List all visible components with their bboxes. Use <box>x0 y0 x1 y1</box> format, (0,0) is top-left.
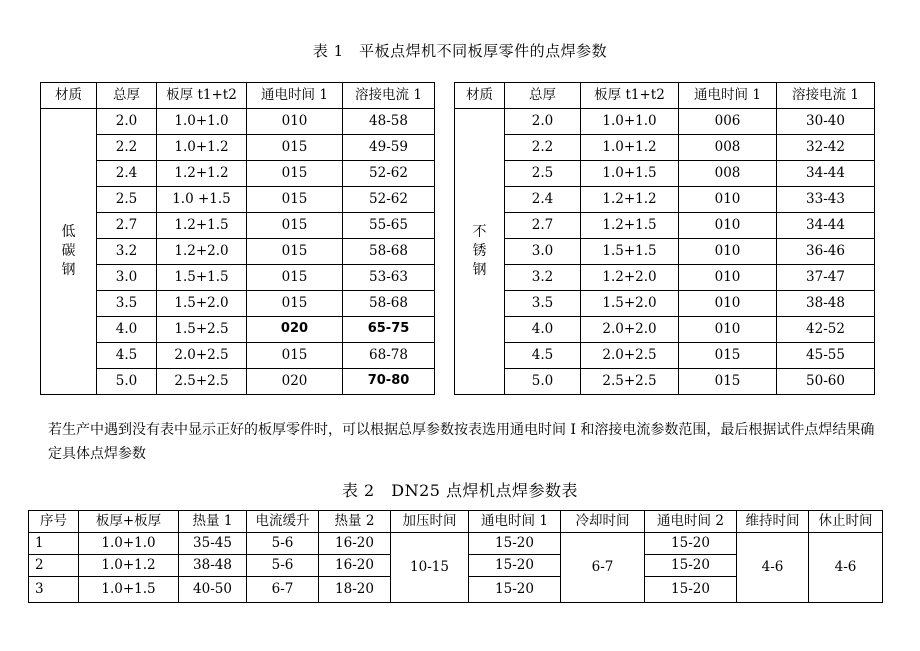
time-cell: 015 <box>247 239 343 265</box>
header-time: 通电时间 1 <box>247 83 343 109</box>
table-gap <box>435 83 455 395</box>
thickness-cell: 1.5+2.0 <box>581 291 679 317</box>
time2-cell: 15-20 <box>645 577 737 603</box>
time-cell: 010 <box>679 265 777 291</box>
table2-title: 表 2 DN25 点焊机点焊参数表 <box>341 481 579 500</box>
table2 <box>28 510 883 603</box>
header-thickness: 板厚 t1+t2 <box>157 83 247 109</box>
header-heat2: 热量 2 <box>319 511 391 533</box>
header-current: 溶接电流 1 <box>343 83 435 109</box>
header-time2: 通电时间 2 <box>645 511 737 533</box>
ramp-cell: 5-6 <box>247 555 319 577</box>
time-cell: 020 <box>247 369 343 395</box>
table2-header-row <box>29 511 883 533</box>
time2-cell: 15-20 <box>645 533 737 555</box>
header-ramp: 电流缓升 <box>247 511 319 533</box>
total-cell: 5.0 <box>505 369 581 395</box>
total-cell: 2.0 <box>97 109 157 135</box>
material-cell-left: 低 碳 钢 <box>41 109 97 395</box>
current-cell: 45-55 <box>777 343 875 369</box>
thickness-cell: 1.0+1.2 <box>581 135 679 161</box>
heat1-cell: 35-45 <box>179 533 247 555</box>
current-cell: 58-68 <box>343 291 435 317</box>
no-cell: 2 <box>29 555 79 577</box>
current-cell: 32-42 <box>777 135 875 161</box>
header-cool-time: 冷却时间 <box>561 511 645 533</box>
ramp-cell: 5-6 <box>247 533 319 555</box>
thickness-cell: 1.2+1.2 <box>157 161 247 187</box>
heat1-cell: 40-50 <box>179 577 247 603</box>
thickness-cell: 1.0+1.2 <box>157 135 247 161</box>
current-cell: 70-80 <box>343 369 435 395</box>
total-cell: 2.2 <box>97 135 157 161</box>
current-cell: 36-46 <box>777 239 875 265</box>
current-cell: 38-48 <box>777 291 875 317</box>
total-cell: 2.5 <box>505 161 581 187</box>
press-time-cell: 10-15 <box>391 533 469 603</box>
time-cell: 015 <box>247 265 343 291</box>
total-cell: 2.7 <box>505 213 581 239</box>
thickness-cell: 1.0+1.0 <box>79 533 179 555</box>
thickness-cell: 1.5+1.5 <box>157 265 247 291</box>
thickness-cell: 1.0+1.0 <box>581 109 679 135</box>
time-cell: 010 <box>679 187 777 213</box>
time1-cell: 15-20 <box>469 577 561 603</box>
header-current: 溶接电流 1 <box>777 83 875 109</box>
thickness-cell: 2.5+2.5 <box>581 369 679 395</box>
time-cell: 010 <box>679 317 777 343</box>
total-cell: 4.0 <box>97 317 157 343</box>
time-cell: 020 <box>247 317 343 343</box>
thickness-cell: 1.0+1.5 <box>79 577 179 603</box>
current-cell: 48-58 <box>343 109 435 135</box>
thickness-cell: 1.5+2.0 <box>157 291 247 317</box>
header-no: 序号 <box>29 511 79 533</box>
time-cell: 015 <box>679 343 777 369</box>
current-cell: 42-52 <box>777 317 875 343</box>
header-total: 总厚 <box>97 83 157 109</box>
material-cell-right: 不 锈 钢 <box>455 109 505 395</box>
no-cell: 1 <box>29 533 79 555</box>
header-heat1: 热量 1 <box>179 511 247 533</box>
current-cell: 37-47 <box>777 265 875 291</box>
heat2-cell: 16-20 <box>319 555 391 577</box>
note-text: 若生产中遇到没有表中显示正好的板厚零件时，可以根据总厚参数按表选用通电时间 I 和溶接电流参数范围，最后根据试件点焊结果确定具体点焊参数 <box>48 422 875 462</box>
no-cell: 3 <box>29 577 79 603</box>
time-cell: 010 <box>679 291 777 317</box>
thickness-cell: 1.0+1.0 <box>157 109 247 135</box>
cool-time-cell: 6-7 <box>561 533 645 603</box>
time-cell: 008 <box>679 161 777 187</box>
thickness-cell: 1.2+1.5 <box>581 213 679 239</box>
thickness-cell: 1.0+1.2 <box>79 555 179 577</box>
table2-row <box>29 533 883 555</box>
table1 <box>40 82 875 395</box>
heat2-cell: 16-20 <box>319 533 391 555</box>
table1-row <box>41 109 875 135</box>
thickness-cell: 2.0+2.0 <box>581 317 679 343</box>
current-cell: 30-40 <box>777 109 875 135</box>
total-cell: 3.5 <box>505 291 581 317</box>
header-time1: 通电时间 1 <box>469 511 561 533</box>
header-thickness: 板厚 t1+t2 <box>581 83 679 109</box>
time1-cell: 15-20 <box>469 533 561 555</box>
header-thickness: 板厚+板厚 <box>79 511 179 533</box>
current-cell: 53-63 <box>343 265 435 291</box>
time-cell: 015 <box>679 369 777 395</box>
current-cell: 34-44 <box>777 161 875 187</box>
current-cell: 65-75 <box>343 317 435 343</box>
total-cell: 3.0 <box>505 239 581 265</box>
thickness-cell: 2.5+2.5 <box>157 369 247 395</box>
ramp-cell: 6-7 <box>247 577 319 603</box>
header-time: 通电时间 1 <box>679 83 777 109</box>
thickness-cell: 1.2+1.2 <box>581 187 679 213</box>
time-cell: 015 <box>247 135 343 161</box>
time-cell: 015 <box>247 213 343 239</box>
time-cell: 010 <box>247 109 343 135</box>
current-cell: 49-59 <box>343 135 435 161</box>
current-cell: 52-62 <box>343 161 435 187</box>
thickness-cell: 1.5+1.5 <box>581 239 679 265</box>
total-cell: 3.2 <box>97 239 157 265</box>
time1-cell: 15-20 <box>469 555 561 577</box>
total-cell: 2.4 <box>97 161 157 187</box>
heat1-cell: 38-48 <box>179 555 247 577</box>
thickness-cell: 1.0+1.5 <box>581 161 679 187</box>
current-cell: 68-78 <box>343 343 435 369</box>
total-cell: 2.4 <box>505 187 581 213</box>
time-cell: 015 <box>247 291 343 317</box>
current-cell: 33-43 <box>777 187 875 213</box>
hold-time-cell: 4-6 <box>737 533 809 603</box>
heat2-cell: 18-20 <box>319 577 391 603</box>
total-cell: 3.0 <box>97 265 157 291</box>
thickness-cell: 1.0 +1.5 <box>157 187 247 213</box>
current-cell: 52-62 <box>343 187 435 213</box>
header-rest-time: 休止时间 <box>809 511 883 533</box>
time-cell: 006 <box>679 109 777 135</box>
total-cell: 4.5 <box>97 343 157 369</box>
header-material: 材质 <box>455 83 505 109</box>
total-cell: 4.0 <box>505 317 581 343</box>
current-cell: 34-44 <box>777 213 875 239</box>
rest-time-cell: 4-6 <box>809 533 883 603</box>
total-cell: 5.0 <box>97 369 157 395</box>
time-cell: 010 <box>679 239 777 265</box>
thickness-cell: 1.5+2.5 <box>157 317 247 343</box>
time2-cell: 15-20 <box>645 555 737 577</box>
time-cell: 015 <box>247 161 343 187</box>
thickness-cell: 1.2+1.5 <box>157 213 247 239</box>
total-cell: 2.5 <box>97 187 157 213</box>
table1-title: 表 1 平板点焊机不同板厚零件的点焊参数 <box>312 42 608 60</box>
current-cell: 58-68 <box>343 239 435 265</box>
time-cell: 015 <box>247 187 343 213</box>
current-cell: 50-60 <box>777 369 875 395</box>
total-cell: 2.0 <box>505 109 581 135</box>
thickness-cell: 1.2+2.0 <box>157 239 247 265</box>
table1-header-row <box>41 83 875 109</box>
total-cell: 4.5 <box>505 343 581 369</box>
thickness-cell: 2.0+2.5 <box>581 343 679 369</box>
time-cell: 015 <box>247 343 343 369</box>
thickness-cell: 2.0+2.5 <box>157 343 247 369</box>
thickness-cell: 1.2+2.0 <box>581 265 679 291</box>
header-press-time: 加压时间 <box>391 511 469 533</box>
time-cell: 010 <box>679 213 777 239</box>
header-total: 总厚 <box>505 83 581 109</box>
header-material: 材质 <box>41 83 97 109</box>
total-cell: 3.5 <box>97 291 157 317</box>
total-cell: 3.2 <box>505 265 581 291</box>
total-cell: 2.7 <box>97 213 157 239</box>
current-cell: 55-65 <box>343 213 435 239</box>
header-hold-time: 维持时间 <box>737 511 809 533</box>
time-cell: 008 <box>679 135 777 161</box>
total-cell: 2.2 <box>505 135 581 161</box>
